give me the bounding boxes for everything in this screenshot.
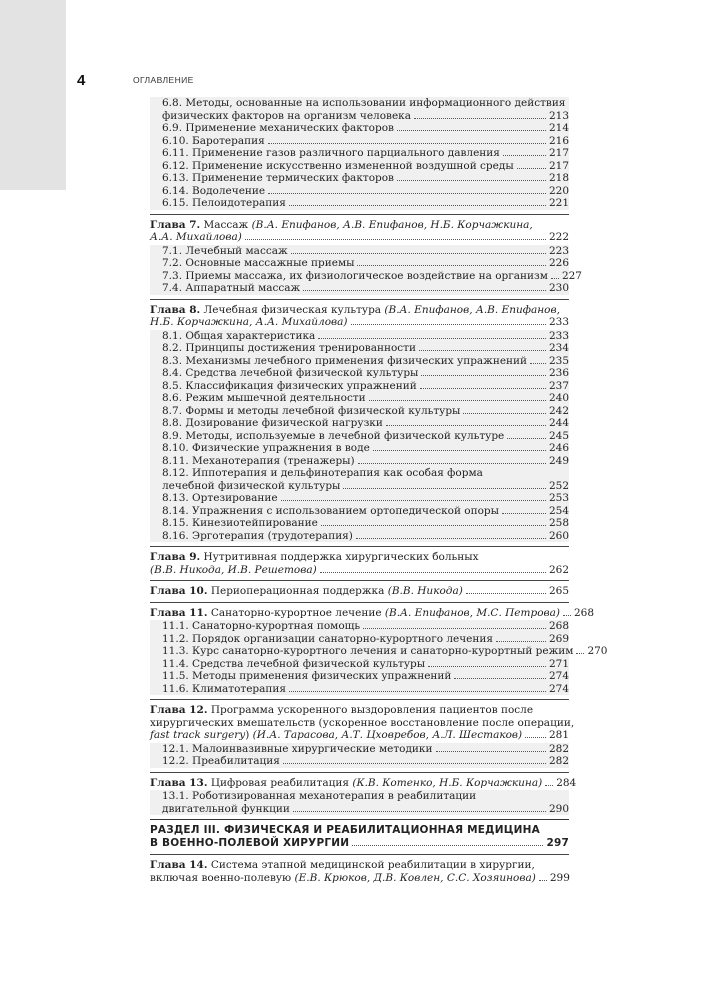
chapter-heading-line[interactable]: Глава 10. Периоперационная поддержка (В.В. Никода) 265 <box>150 585 569 597</box>
chapter-12 <box>150 699 575 768</box>
chapter-10 <box>150 580 569 598</box>
table-of-contents <box>150 96 608 884</box>
page-ref: 249 <box>548 454 569 467</box>
toc-entry[interactable]: 8.5. Классификация физических упражнений 237 <box>162 379 569 392</box>
chapter-heading-line[interactable]: А.А. Михайлова) 222 <box>150 231 569 243</box>
toc-entry[interactable]: 8.15. Кинезиотейпирование 258 <box>162 517 569 529</box>
page-ref: 221 <box>548 197 569 209</box>
chapter-heading-line[interactable]: (В.В. Никода, И.В. Решетова) 262 <box>150 563 569 576</box>
chapter-heading: Глава 12. Программа ускоренного выздоровления пациентов после <box>150 704 534 716</box>
chapter-heading-line[interactable]: Н.Б. Корчажкина, А.А. Михайлова) 233 <box>150 316 569 328</box>
page-ref: 262 <box>548 563 569 576</box>
page-ref: 271 <box>548 657 569 670</box>
page-number: 4 <box>77 72 86 89</box>
page-ref: 252 <box>548 479 569 492</box>
toc-entry[interactable]: 11.1. Санаторно-курортная помощь 268 <box>162 620 569 632</box>
toc-entry[interactable]: 11.4. Средства лечебной физической культуры 271 <box>162 657 569 670</box>
toc-entry[interactable]: 8.3. Механизмы лечебного применения физических упражнений 235 <box>162 354 569 367</box>
page-ref: 282 <box>548 742 569 755</box>
toc-entry-text: 13.1. Роботизированная механотерапия в реабилитации <box>162 790 477 802</box>
toc-entry[interactable]: 8.6. Режим мышечной деятельности 240 <box>162 392 569 404</box>
page-ref: 245 <box>548 429 569 442</box>
page-ref: 223 <box>548 244 569 257</box>
page-ref: 290 <box>548 802 569 815</box>
page-ref: 270 <box>587 645 608 657</box>
toc-entry[interactable]: 6.15. Пелоидотерапия 221 <box>162 197 569 209</box>
page-edge-tab <box>0 0 66 190</box>
page-ref: 268 <box>573 606 595 619</box>
page-ref: 265 <box>548 585 569 597</box>
page-ref: 213 <box>548 109 569 122</box>
page-ref: 246 <box>548 442 569 454</box>
toc-entry[interactable]: 8.9. Методы, используемые в лечебной физической культуре 245 <box>162 429 569 442</box>
chapter-heading: Глава 9. Нутритивная поддержка хирургических больных <box>150 551 479 563</box>
chapter-6-items <box>150 97 569 210</box>
page-ref: 254 <box>548 504 569 517</box>
toc-entry[interactable]: физических факторов на организм человека 213 <box>162 109 569 122</box>
toc-entry[interactable]: 8.1. Общая характеристика 233 <box>162 329 569 342</box>
toc-entry[interactable]: 12.1. Малоинвазивные хирургические методики 282 <box>162 742 569 755</box>
section-3 <box>150 819 569 850</box>
toc-entry[interactable]: 7.4. Аппаратный массаж 230 <box>162 282 569 294</box>
toc-entry[interactable]: 8.14. Упражнения с использованием ортопедической опоры 254 <box>162 504 569 517</box>
page-ref: 220 <box>548 184 569 197</box>
chapter-9 <box>150 546 569 576</box>
page-ref: 299 <box>549 871 570 884</box>
page-ref: 260 <box>548 529 569 542</box>
chapter-heading: Глава 14. Система этапной медицинской реабилитации в хирургии, <box>150 859 535 871</box>
toc-entry-text: 6.8. Методы, основанные на использовании информационного действия <box>162 97 566 109</box>
toc-entry[interactable]: 8.7. Формы и методы лечебной физической культуры 242 <box>162 404 569 417</box>
chapter-8 <box>150 299 569 543</box>
toc-entry[interactable]: 6.11. Применение газов различного парциального давления 217 <box>162 147 569 159</box>
page-ref: 218 <box>548 172 569 184</box>
page-ref: 282 <box>548 755 569 767</box>
page-ref: 217 <box>548 147 569 159</box>
page-ref: 268 <box>548 620 569 632</box>
page-ref: 242 <box>548 404 569 417</box>
toc-entry[interactable]: 6.9. Применение механических факторов 214 <box>162 122 569 134</box>
chapter-11-items <box>150 620 608 695</box>
section-heading: РАЗДЕЛ III. ФИЗИЧЕСКАЯ И РЕАБИЛИТАЦИОННАЯ МЕДИЦИНА <box>150 824 540 836</box>
page-ref: 234 <box>548 342 569 354</box>
page-ref: 230 <box>548 282 569 294</box>
section-heading-line[interactable]: В ВОЕННО-ПОЛЕВОЙ ХИРУРГИИ 297 <box>150 837 569 849</box>
toc-entry[interactable]: 8.13. Ортезирование 253 <box>162 492 569 504</box>
page-ref: 214 <box>548 122 569 134</box>
toc-entry[interactable]: 7.2. Основные массажные приемы 226 <box>162 257 569 269</box>
toc-entry[interactable]: двигательной функции 290 <box>162 802 569 815</box>
toc-entry[interactable]: 8.10. Физические упражнения в воде 246 <box>162 442 569 454</box>
toc-entry[interactable]: 6.12. Применение искусственно измененной воздушной среды 217 <box>162 159 569 172</box>
page-ref: 217 <box>548 159 569 172</box>
page-ref: 258 <box>548 517 569 529</box>
page-ref: 237 <box>548 379 569 392</box>
page-ref: 222 <box>548 231 569 243</box>
toc-entry[interactable]: 11.2. Порядок организации санаторно-курортного лечения 269 <box>162 632 569 645</box>
toc-entry[interactable]: 8.4. Средства лечебной физической культуры 236 <box>162 367 569 379</box>
toc-entry[interactable]: 8.11. Механотерапия (тренажеры) 249 <box>162 454 569 467</box>
toc-entry[interactable]: 11.5. Методы применения физических упражнений 274 <box>162 670 569 682</box>
toc-entry[interactable]: 6.14. Водолечение 220 <box>162 184 569 197</box>
chapter-7 <box>150 214 582 295</box>
chapter-heading: Глава 7. Массаж (В.А. Епифанов, А.В. Епифанов, Н.Б. Корчажкина, <box>150 218 533 231</box>
chapter-12-items <box>150 743 569 768</box>
page-ref: 253 <box>548 492 569 504</box>
chapter-11 <box>150 602 608 696</box>
chapter-7-items <box>150 244 582 295</box>
page-ref: 233 <box>548 316 569 328</box>
page-ref: 233 <box>548 329 569 342</box>
chapter-heading-line[interactable]: fast track surgery) (И.А. Тарасова, А.Т. Цховребов, А.Л. Шестаков) 281 <box>150 729 569 741</box>
page-ref: 226 <box>548 257 569 269</box>
page-ref: 227 <box>561 269 582 282</box>
toc-entry[interactable]: 8.8. Дозирование физической нагрузки 244 <box>162 417 569 429</box>
page-ref: 269 <box>548 632 569 645</box>
chapter-13-items <box>150 790 569 815</box>
toc-entry[interactable]: 12.2. Преабилитация 282 <box>162 755 569 767</box>
chapter-heading-line[interactable]: включая военно-полевую (Е.В. Крюков, Д.В. Ковлен, С.С. Хозяинова) 299 <box>150 871 570 884</box>
toc-entry[interactable]: 8.2. Принципы достижения тренированности 234 <box>162 342 569 354</box>
chapter-14 <box>150 854 569 884</box>
page-ref: 284 <box>556 776 577 789</box>
chapter-heading-line[interactable]: Глава 11. Санаторно-курортное лечение (В.А. Епифанов, М.С. Петрова) 268 <box>150 606 595 619</box>
toc-entry[interactable]: 6.10. Баротерапия 216 <box>162 134 569 147</box>
page-ref: 297 <box>546 837 569 849</box>
toc-entry[interactable]: лечебной физической культуры 252 <box>162 479 569 492</box>
chapter-heading-line[interactable]: Глава 13. Цифровая реабилитация (К.В. Котенко, Н.Б. Корчажкина) 284 <box>150 776 577 789</box>
page-ref: 216 <box>548 134 569 147</box>
page-ref: 244 <box>548 417 569 429</box>
chapter-heading: Глава 8. Лечебная физическая культура (В.А. Епифанов, А.В. Епифанов, <box>150 303 560 316</box>
chapter-heading: хирургических вмешательств (ускоренное восстановление после операции, <box>150 716 575 729</box>
toc-entry[interactable]: 7.1. Лечебный массаж 223 <box>162 244 569 257</box>
page-ref: 281 <box>548 729 569 741</box>
page-ref: 236 <box>548 367 569 379</box>
toc-entry[interactable]: 7.3. Приемы массажа, их физиологическое воздействие на организм 227 <box>162 269 582 282</box>
chapter-8-items <box>150 330 569 543</box>
toc-entry-text: 8.12. Иппотерапия и дельфинотерапия как особая форма <box>162 467 483 479</box>
page-ref: 235 <box>548 354 569 367</box>
page-ref: 274 <box>548 682 569 695</box>
chapter-13 <box>150 772 577 816</box>
running-head: ОГЛАВЛЕНИЕ <box>133 75 194 85</box>
page-ref: 274 <box>548 670 569 682</box>
toc-entry[interactable]: 8.16. Эрготерапия (трудотерапия) 260 <box>162 529 569 542</box>
toc-entry[interactable]: 6.13. Применение термических факторов 218 <box>162 172 569 184</box>
page-ref: 240 <box>548 392 569 404</box>
toc-entry[interactable]: 11.6. Климатотерапия 274 <box>162 682 569 695</box>
toc-entry[interactable]: 11.3. Курс санаторно-курортного лечения и санаторно-курортный режим 270 <box>162 645 608 657</box>
